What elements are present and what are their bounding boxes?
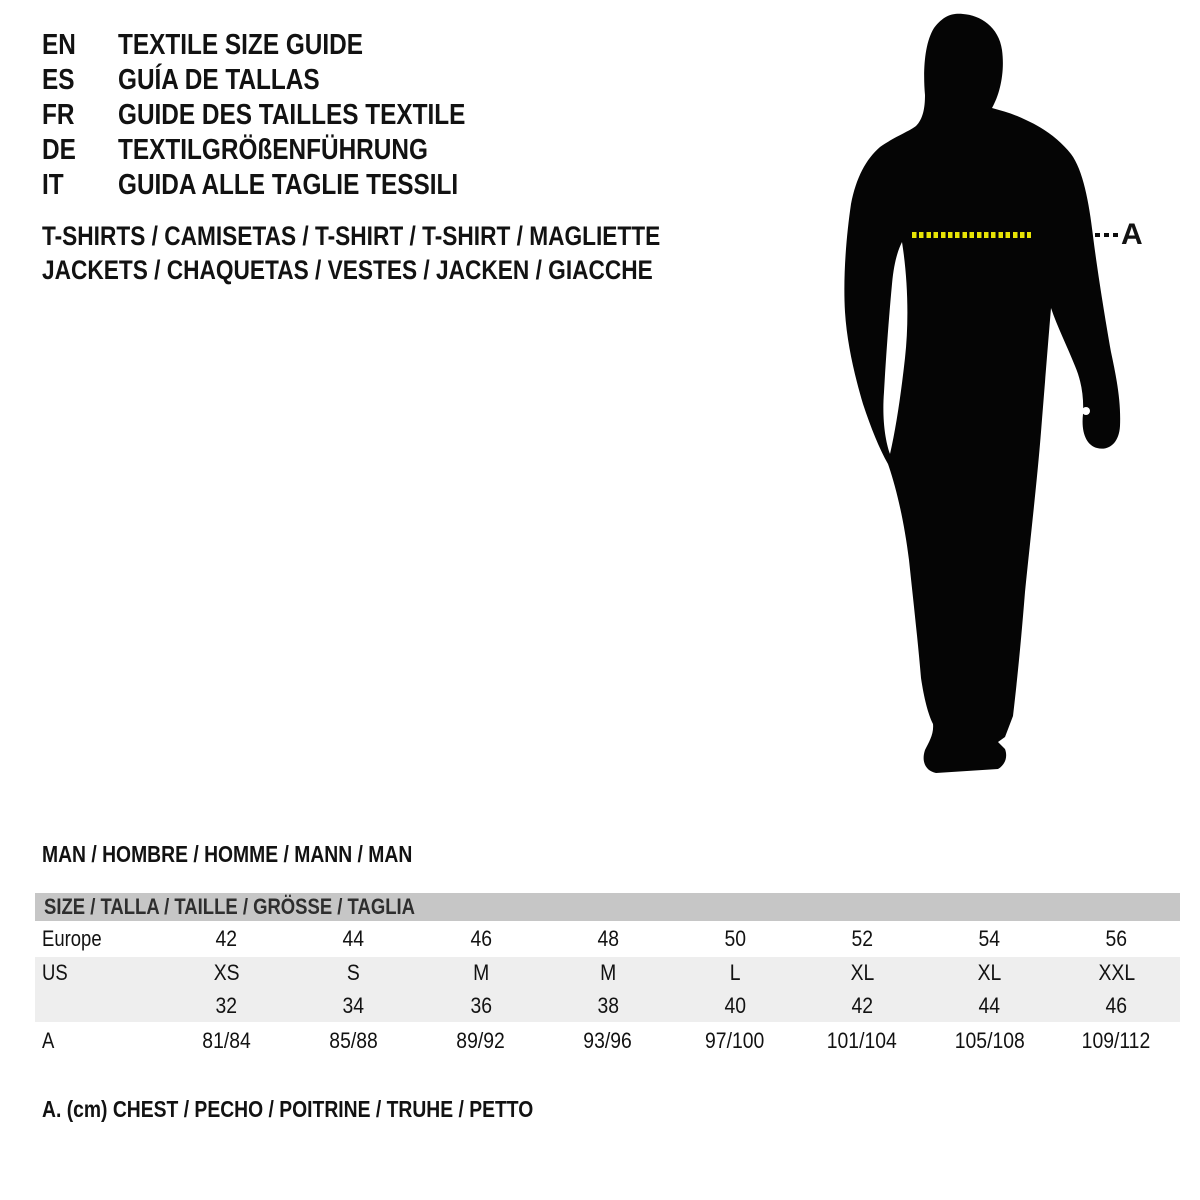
language-row bbox=[42, 28, 532, 63]
table-cell: 56 bbox=[1105, 926, 1128, 951]
language-code: IT bbox=[42, 169, 64, 201]
table-cell: 85/88 bbox=[329, 1028, 378, 1053]
table-cell: 40 bbox=[724, 992, 746, 1018]
table-cell: XL bbox=[850, 960, 875, 985]
measure-callout-dashes bbox=[1095, 233, 1119, 237]
table-row-us-numeric bbox=[35, 989, 1180, 1022]
table-cell: 97/100 bbox=[705, 1028, 765, 1053]
size-table bbox=[35, 893, 1180, 1060]
garment-categories bbox=[42, 219, 778, 287]
language-code: EN bbox=[42, 29, 76, 61]
table-cell: L bbox=[729, 960, 741, 985]
language-row bbox=[42, 168, 532, 203]
table-cell: 44 bbox=[978, 992, 1001, 1018]
table-cell: XXL bbox=[1098, 960, 1135, 985]
row-label: A bbox=[42, 1028, 55, 1053]
table-cell: 50 bbox=[724, 926, 746, 951]
table-cell: 38 bbox=[597, 992, 619, 1018]
table-cell: XS bbox=[213, 960, 240, 985]
table-cell: 42 bbox=[215, 926, 238, 951]
table-cell: XL bbox=[977, 960, 1002, 985]
table-cell: 46 bbox=[1105, 992, 1128, 1018]
language-label: TEXTILGRÖßENFÜHRUNG bbox=[118, 134, 428, 166]
table-cell: 105/108 bbox=[954, 1028, 1025, 1053]
measurement-note: A. (cm) CHEST / PECHO / POITRINE / TRUHE / PETTO bbox=[42, 1096, 534, 1122]
man-silhouette bbox=[820, 0, 1200, 800]
table-cell: 109/112 bbox=[1082, 1028, 1151, 1053]
table-cell: 42 bbox=[851, 992, 873, 1018]
language-code: ES bbox=[42, 64, 75, 96]
table-cell: 101/104 bbox=[827, 1028, 898, 1053]
language-label: GUIDE DES TAILLES TEXTILE bbox=[118, 99, 466, 131]
size-table-header bbox=[35, 893, 1180, 921]
table-row-europe bbox=[35, 921, 1180, 957]
table-cell: 54 bbox=[978, 926, 1001, 951]
language-label: TEXTILE SIZE GUIDE bbox=[118, 29, 363, 61]
category-line-jackets: JACKETS / CHAQUETAS / VESTES / JACKEN / GIACCHE bbox=[42, 254, 653, 285]
language-row bbox=[42, 98, 532, 133]
language-row bbox=[42, 63, 532, 98]
measure-marker-a: A bbox=[1121, 218, 1143, 251]
section-label: MAN / HOMBRE / HOMME / MANN / MAN bbox=[42, 841, 413, 867]
table-cell: 34 bbox=[342, 992, 365, 1018]
size-table-header-text: SIZE / TALLA / TAILLE / GRÖSSE / TAGLIA bbox=[44, 894, 415, 919]
table-cell: 48 bbox=[597, 926, 619, 951]
table-cell: 89/92 bbox=[456, 1028, 506, 1053]
table-cell: S bbox=[347, 960, 361, 985]
category-line-tshirts: T-SHIRTS / CAMISETAS / T-SHIRT / T-SHIRT / MAGLIETTE bbox=[42, 220, 661, 251]
table-cell: 52 bbox=[851, 926, 873, 951]
table-cell: 44 bbox=[342, 926, 365, 951]
table-cell: 93/96 bbox=[583, 1028, 633, 1053]
table-cell: M bbox=[472, 960, 489, 985]
language-code: FR bbox=[42, 99, 75, 131]
language-label: GUIDA ALLE TAGLIE TESSILI bbox=[118, 169, 459, 201]
table-row-us bbox=[35, 957, 1180, 989]
language-row bbox=[42, 133, 532, 168]
table-cell: 81/84 bbox=[202, 1028, 251, 1053]
table-cell: 32 bbox=[215, 992, 238, 1018]
row-label: Europe bbox=[42, 926, 102, 951]
table-cell: 36 bbox=[470, 992, 492, 1018]
table-cell: M bbox=[599, 960, 616, 985]
table-row-chest-a bbox=[35, 1022, 1180, 1060]
language-label: GUÍA DE TALLAS bbox=[118, 64, 320, 96]
chest-measure-dotted-line bbox=[912, 232, 1031, 238]
table-cell: 46 bbox=[470, 926, 492, 951]
language-list bbox=[42, 28, 532, 203]
row-label: US bbox=[42, 960, 68, 985]
language-code: DE bbox=[42, 134, 76, 166]
